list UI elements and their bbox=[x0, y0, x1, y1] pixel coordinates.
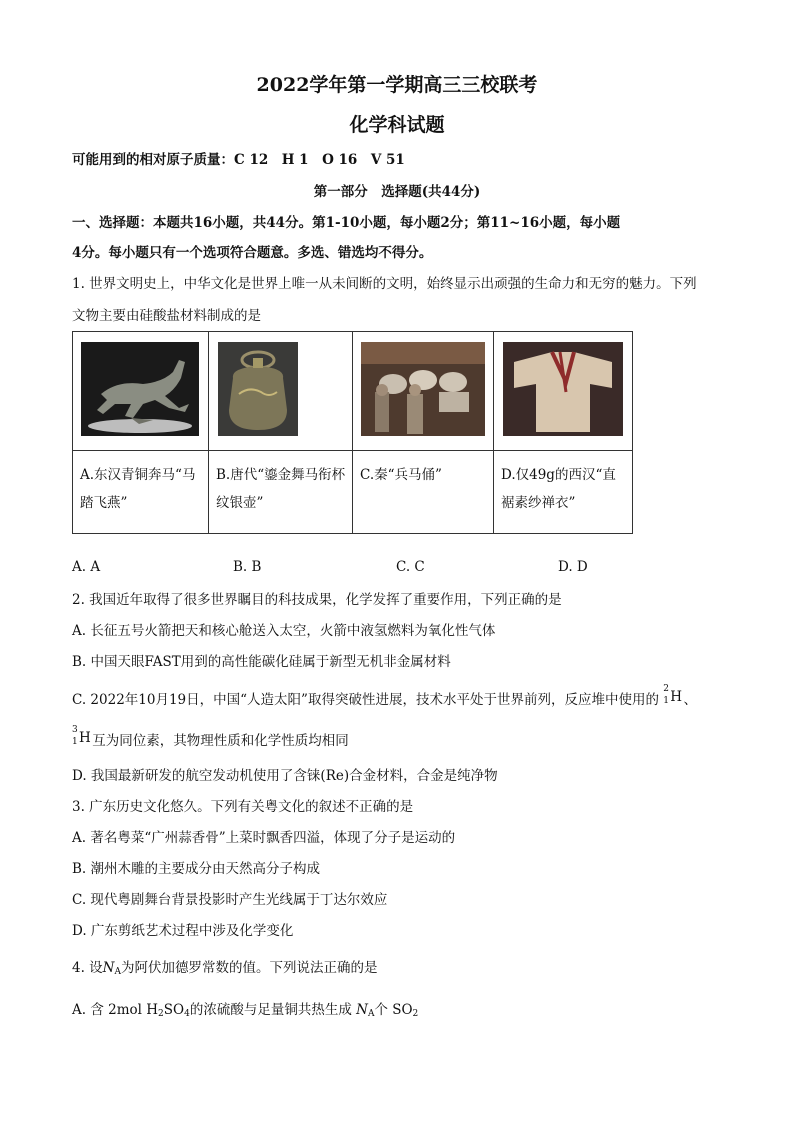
q3-stem: 3. 广东历史文化悠久。下列有关粤文化的叙述不正确的是 bbox=[72, 799, 414, 815]
silk-robe-image bbox=[494, 332, 632, 446]
q2-stem: 2. 我国近年取得了很多世界瞩目的科技成果，化学发挥了重要作用，下列正确的是 bbox=[72, 592, 562, 608]
artifact-caption-d: D.仅49g的西汉“直 裾素纱禅衣” bbox=[494, 451, 633, 534]
q3-option-c[interactable]: C. 现代粤剧舞台背景投影时产生光线属于丁达尔效应 bbox=[72, 892, 388, 908]
isotope-h2: 2 1 H bbox=[663, 684, 683, 706]
instructions-line2: 4分。每小题只有一个选项符合题意。多选、错选均不得分。 bbox=[72, 245, 433, 261]
q1-stem-line2: 文物主要由硅酸盐材料制成的是 bbox=[72, 308, 261, 324]
q3-option-b[interactable]: B. 潮州木雕的主要成分由天然高分子构成 bbox=[72, 861, 321, 877]
q1-option-b[interactable]: B. B bbox=[233, 559, 262, 575]
instructions-line1: 一、选择题：本题共16小题，共44分。第1-10小题，每小题2分；第11~16小题，每小题 bbox=[72, 215, 621, 231]
q1-option-d[interactable]: D. D bbox=[558, 559, 588, 575]
artifact-table bbox=[72, 331, 633, 534]
silver-pot-image bbox=[209, 332, 352, 446]
artifact-image-cell bbox=[73, 332, 209, 451]
artifact-image-cell bbox=[209, 332, 353, 451]
artifact-image-cell bbox=[353, 332, 494, 451]
artifact-caption-a: A.东汉青铜奔马“马 踏飞燕” bbox=[73, 451, 209, 534]
q2-option-b[interactable]: B. 中国天眼FAST用到的高性能碳化硅属于新型无机非金属材料 bbox=[72, 654, 451, 670]
section-heading: 第一部分 选择题(共44分) bbox=[313, 184, 481, 200]
q2-option-a[interactable]: A. 长征五号火箭把天和核心舱送入太空，火箭中液氢燃料为氧化性气体 bbox=[72, 623, 496, 639]
terracotta-army-image bbox=[353, 332, 493, 446]
isotope-h3: 3 1 H bbox=[72, 725, 91, 747]
q3-option-d[interactable]: D. 广东剪纸艺术过程中涉及化学变化 bbox=[72, 923, 294, 939]
q2-option-d[interactable]: D. 我国最新研发的航空发动机使用了含铼(Re)合金材料，合金是纯净物 bbox=[72, 768, 498, 784]
artifact-caption-b: B.唐代“鎏金舞马衔杯 纹银壶” bbox=[209, 451, 353, 534]
q1-option-c[interactable]: C. C bbox=[396, 559, 425, 575]
q1-option-a[interactable]: A. A bbox=[72, 559, 101, 575]
q4-stem: 4. 设$N_A$为阿伏加德罗常数的值。下列说法正确的是 bbox=[72, 960, 378, 977]
artifact-image-cell bbox=[494, 332, 633, 451]
q4-option-a[interactable]: A. 含 2mol $H_2SO_4$的浓硫酸与足量铜共热生成 $N_A$个 $SO_2$ bbox=[72, 1002, 419, 1019]
artifact-caption-c: C.秦“兵马俑” bbox=[353, 451, 494, 534]
exam-title: 2022学年第一学期高三三校联考 bbox=[256, 74, 538, 96]
q3-option-a[interactable]: A. 著名粤菜“广州蒜香骨”上菜时飘香四溢，体现了分子是运动的 bbox=[72, 830, 456, 846]
q2-option-c-line1[interactable]: C. 2022年10月19日，中国“人造太阳”取得突破性进展，技术水平处于世界前列，反应堆中使用的 2 1 H 、 bbox=[72, 684, 698, 708]
atomic-masses: 可能用到的相对原子质量：C 12 H 1 O 16 V 51 bbox=[72, 152, 405, 168]
q2-option-c-line2[interactable]: 3 1 H 互为同位素，其物理性质和化学性质均相同 bbox=[72, 725, 349, 749]
q1-stem-line1: 1. 世界文明史上，中华文化是世界上唯一从未间断的文明，始终显示出顽强的生命力和无穷的魅力。下列 bbox=[72, 276, 697, 292]
bronze-horse-image bbox=[73, 332, 208, 446]
exam-subtitle: 化学科试题 bbox=[349, 114, 445, 136]
